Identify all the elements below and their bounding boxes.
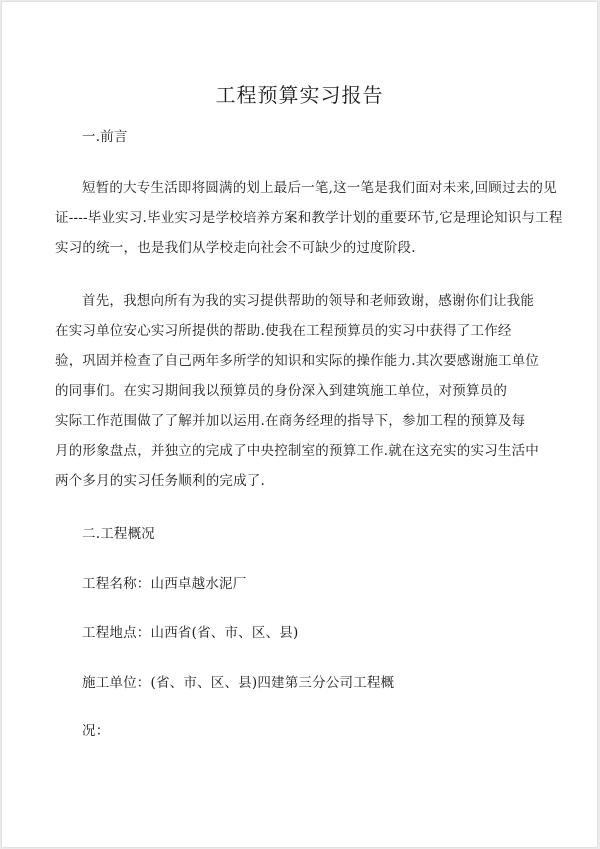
- document-page: [2, 2, 597, 847]
- construction-unit-line: 施工单位：(省、市、区、县)四建第三分公司工程概: [82, 675, 395, 691]
- paragraph-line: 验，巩固并检查了自己两年多所学的知识和实际的操作能力.其次要感谢施工单位: [55, 353, 539, 369]
- paragraph-line: 证----毕业实习.毕业实习是学校培养方案和教学计划的重要环节,它是理论知识与工程: [55, 210, 563, 226]
- overview-continuation-line: 况：: [82, 723, 110, 739]
- section-heading-overview: 二.工程概况: [82, 526, 155, 542]
- paragraph-line: 实习的统一，也是我们从学校走向社会不可缺少的过度阶段.: [55, 240, 416, 256]
- project-location-line: 工程地点：山西省(省、市、区、县): [82, 625, 299, 641]
- project-name-line: 工程名称：山西卓越水泥厂: [82, 576, 247, 592]
- document-title: 工程预算实习报告: [215, 83, 384, 107]
- paragraph-line: 首先，我想向所有为我的实习提供帮助的领导和老师致谢，感谢你们让我能: [82, 293, 535, 309]
- paragraph-line: 实际工作范围做了了解并加以运用.在商务经理的指导下，参加工程的预算及每: [55, 413, 526, 429]
- paragraph-line: 在实习单位安心实习所提供的帮助.使我在工程预算员的实习中获得了工作经: [55, 323, 512, 339]
- paragraph-line: 短暂的大专生活即将圆满的划上最后一笔,这一笔是我们面对未来,回顾过去的见: [82, 180, 557, 196]
- paragraph-line: 两个多月的实习任务顺利的完成了.: [55, 473, 265, 489]
- section-heading-preface: 一.前言: [82, 129, 128, 145]
- paragraph-line: 的同事们。在实习期间我以预算员的身份深入到建筑施工单位，对预算员的: [55, 383, 508, 399]
- paragraph-line: 月的形象盘点，并独立的完成了中央控制室的预算工作.就在这充实的实习生活中: [55, 443, 539, 459]
